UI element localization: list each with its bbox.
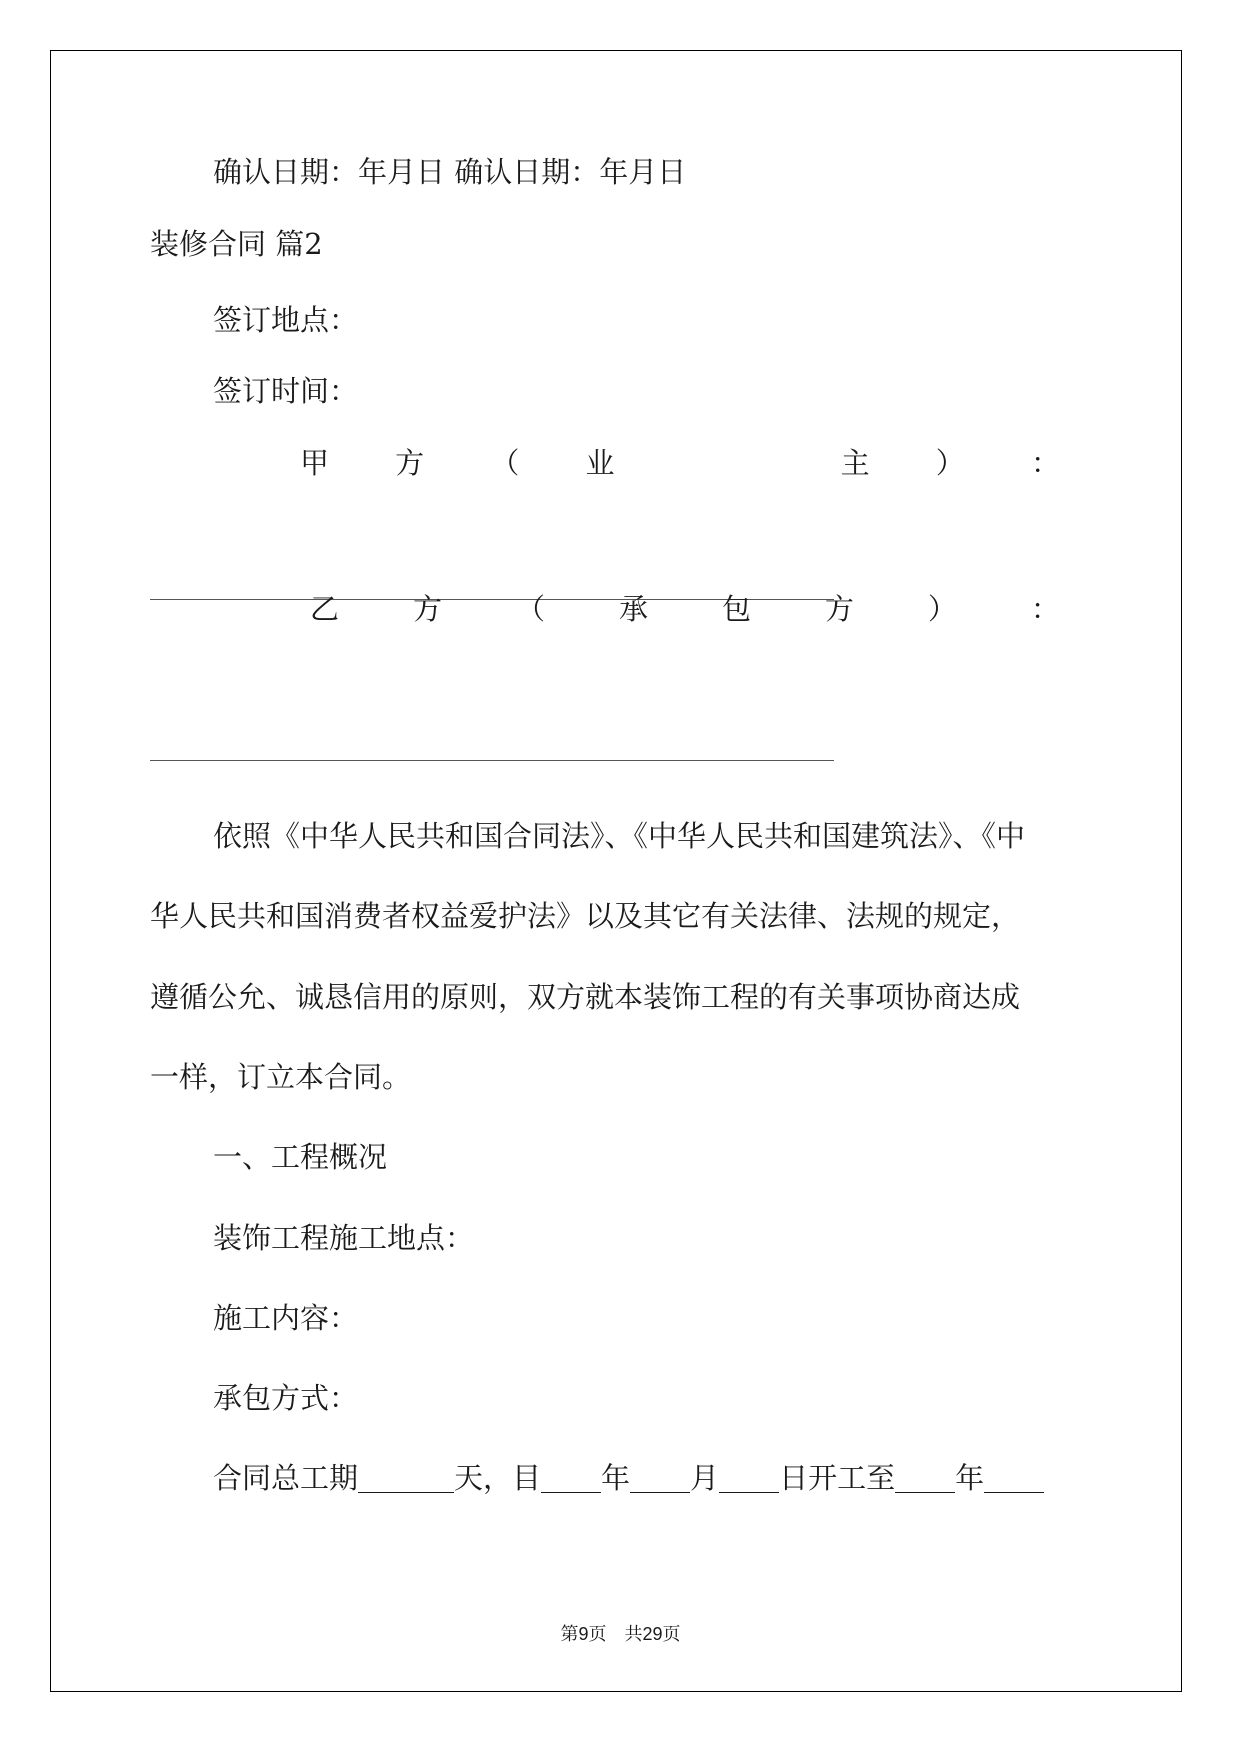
party-b-char: ） (927, 592, 957, 626)
page-footer (0, 1620, 1241, 1646)
content-label: 施工内容： (213, 1301, 359, 1335)
party-b-char: （ (515, 592, 545, 626)
footer-text: 页 (662, 1624, 681, 1645)
sign-time-label: 签订时间： (213, 374, 359, 408)
party-b-char: 包 (721, 592, 751, 626)
party-b-char: 乙 (310, 592, 340, 626)
sign-place-label: 签订地点： (213, 303, 359, 337)
paragraph-line: 一样，订立本合同。 (150, 1060, 412, 1094)
current-page: 9 (578, 1624, 589, 1644)
party-a-char: ） (935, 446, 965, 480)
end-year-blank[interactable] (895, 1466, 955, 1493)
days-blank[interactable] (358, 1466, 454, 1493)
party-b-rule (150, 760, 834, 761)
section-heading: 一、工程概况 (213, 1140, 388, 1174)
party-a-char: 主 (840, 446, 870, 480)
paragraph-line: 依照《中华人民共和国合同法》、《中华人民共和国建筑法》、《中 (213, 819, 1026, 853)
period-text: 天，目 (454, 1461, 542, 1495)
party-a-char: ： (1030, 446, 1060, 480)
period-text: 年 (955, 1461, 985, 1495)
party-b-line (310, 592, 1060, 626)
end-month-blank[interactable] (984, 1466, 1044, 1493)
section-title: 装修合同 篇2 (150, 227, 323, 261)
site-label: 装饰工程施工地点： (213, 1221, 475, 1255)
period-text: 月 (690, 1461, 720, 1495)
start-day-blank[interactable] (719, 1466, 779, 1493)
period-line (213, 1461, 1044, 1495)
footer-text: 页 共 (588, 1624, 643, 1645)
contract-mode-label: 承包方式： (213, 1381, 359, 1415)
start-month-blank[interactable] (630, 1466, 690, 1493)
page-border (50, 50, 1182, 1692)
party-b-char: 方 (412, 592, 442, 626)
party-b-char: 方 (824, 592, 854, 626)
paragraph-line: 遵循公允、诚恳信用的原则，双方就本装饰工程的有关事项协商达成 (150, 980, 1021, 1014)
party-a-char: 甲 (300, 446, 330, 480)
confirm-date-line: 确认日期：年月日 确认日期：年月日 (213, 155, 687, 189)
party-a-line (300, 446, 1060, 480)
period-text: 日开工至 (779, 1461, 896, 1495)
footer-text: 第 (560, 1624, 579, 1645)
period-text: 合同总工期 (213, 1461, 359, 1495)
period-text: 年 (601, 1461, 631, 1495)
start-year-blank[interactable] (541, 1466, 601, 1493)
total-pages: 29 (642, 1624, 663, 1644)
party-a-char: 业 (585, 446, 615, 480)
party-b-char: 承 (618, 592, 648, 626)
party-a-char: 方 (395, 446, 425, 480)
party-a-char: （ (490, 446, 520, 480)
party-b-char: ： (1030, 592, 1060, 626)
paragraph-line: 华人民共和国消费者权益爱护法》以及其它有关法律、法规的规定， (150, 899, 1021, 933)
